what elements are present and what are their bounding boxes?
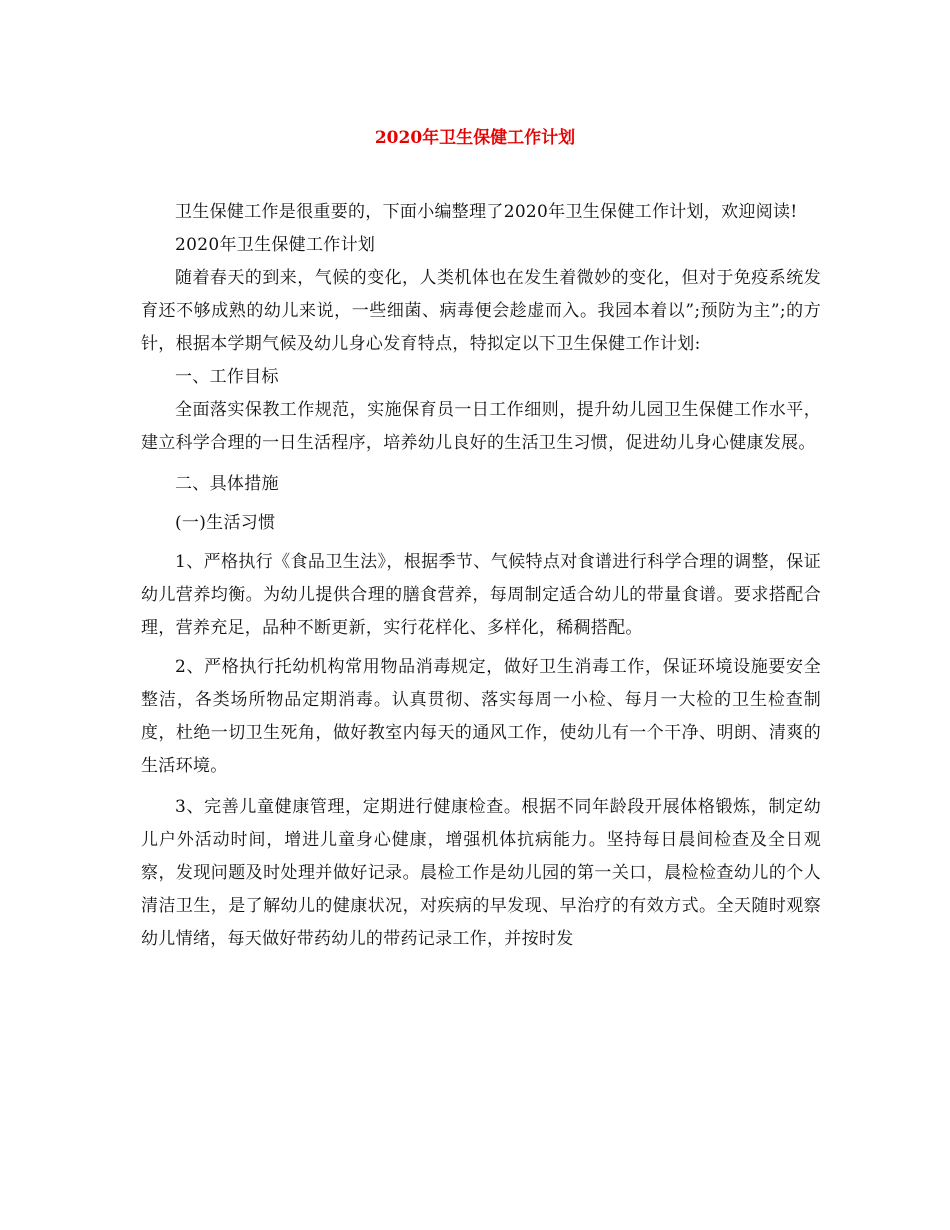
list-item-2: 2、严格执行托幼机构常用物品消毒规定，做好卫生消毒工作，保证环境设施要安全整洁，各类场所物品定期消毒。认真贯彻、落实每周一小检、每月一大检的卫生检查制度，杜绝一切卫生死角，做好教室内每天的通风工作，使幼儿有一个干净、明朗、清爽的生活环境。 xyxy=(141,657,821,776)
paragraph-background: 随着春天的到来，气候的变化，人类机体也在发生着微妙的变化，但对于免疫系统发育还不够成熟的幼儿来说，一些细菌、病毒便会趁虚而入。我园本着以”;预防为主”;的方针，根据本学期气候及幼儿身心发育特点，特拟定以下卫生保健工作计划: xyxy=(141,268,821,354)
section-heading-measures: 二、具体措施 xyxy=(175,474,279,494)
paragraph-goals: 全面落实保教工作规范，实施保育员一日工作细则，提升幼儿园卫生保健工作水平，建立科学合理的一日生活程序，培养幼儿良好的生活卫生习惯，促进幼儿身心健康发展。 xyxy=(141,400,821,453)
subsection-heading-habits: (一)生活习惯 xyxy=(175,513,276,533)
document-title: 2020年卫生保健工作计划 xyxy=(374,128,576,148)
list-item-3: 3、完善儿童健康管理，定期进行健康检查。根据不同年龄段开展体格锻炼，制定幼儿户外活动时间，增进儿童身心健康，增强机体抗病能力。坚持每日晨间检查及全日观察，发现问题及时处理并做好记录。晨检工作是幼儿园的第一关口，晨检检查幼儿的个人清洁卫生，是了解幼儿的健康状况，对疾病的早发现、早治疗的有效方式。全天随时观察幼儿情绪，每天做好带药幼儿的带药记录工作，并按时发 xyxy=(141,797,821,949)
subtitle-line: 2020年卫生保健工作计划 xyxy=(175,235,376,255)
intro-paragraph: 卫生保健工作是很重要的，下面小编整理了2020年卫生保健工作计划，欢迎阅读! xyxy=(175,202,798,222)
list-item-1: 1、严格执行《食品卫生法》，根据季节、气候特点对食谱进行科学合理的调整，保证幼儿营养均衡。为幼儿提供合理的膳食营养，每周制定适合幼儿的带量食谱。要求搭配合理，营养充足，品种不断更新，实行花样化、多样化，稀稠搭配。 xyxy=(141,552,821,638)
section-heading-goals: 一、工作目标 xyxy=(175,367,279,387)
document-body xyxy=(141,196,821,956)
